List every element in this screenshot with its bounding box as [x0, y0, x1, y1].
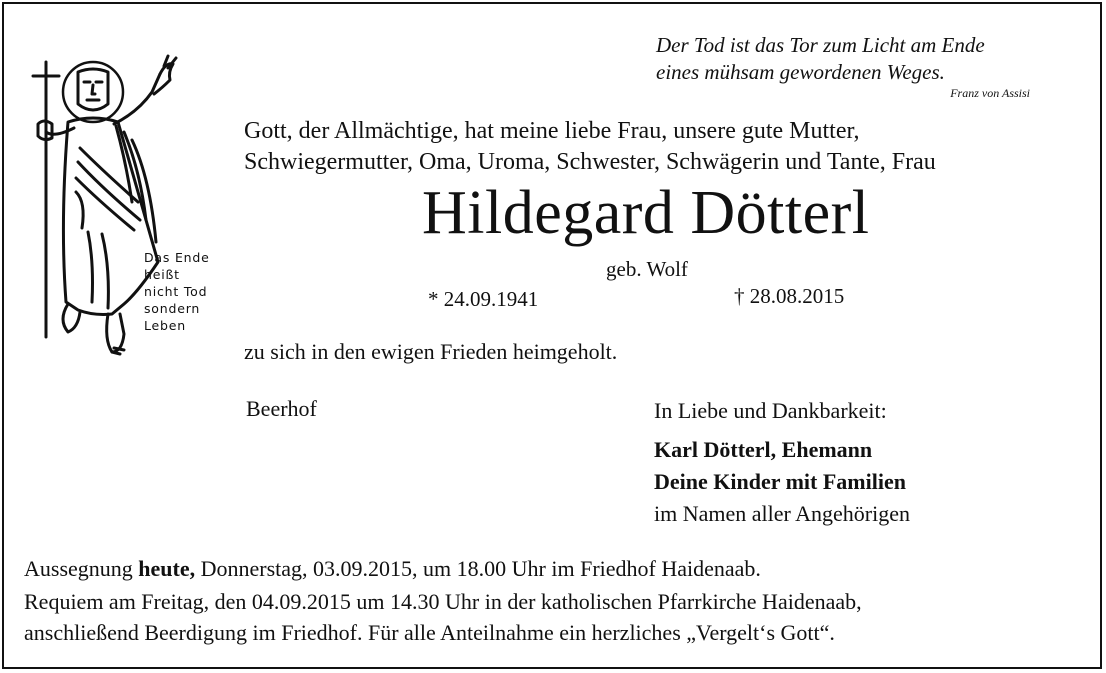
- motto-line: nicht Tod: [144, 284, 208, 299]
- mourner-line: Deine Kinder mit Familien: [654, 469, 906, 494]
- intro-line: Gott, der Allmächtige, hat meine liebe Frau, unsere gute Mutter,: [244, 118, 860, 144]
- obituary-notice: [2, 2, 1102, 669]
- death-date: † 28.08.2015: [734, 284, 845, 308]
- motto-line: Das Ende: [144, 250, 210, 265]
- maiden-name: geb. Wolf: [606, 257, 688, 281]
- service-today: heute,: [138, 556, 196, 581]
- motto-line: heißt: [144, 267, 180, 282]
- mourner-line: Karl Dötterl, Ehemann: [654, 437, 873, 462]
- birth-date: * 24.09.1941: [428, 287, 539, 311]
- service-prefix: Aussegnung: [24, 556, 139, 581]
- mourners-heading: In Liebe und Dankbarkeit:: [654, 398, 887, 423]
- service-line: [24, 554, 761, 584]
- quote-line: eines mühsam gewordenen Weges.: [656, 60, 945, 84]
- service-line: Requiem am Freitag, den 04.09.2015 um 14.30 Uhr in der katholischen Pfarrkirche Haidenaab,: [24, 589, 862, 614]
- motto-line: Leben: [144, 318, 186, 333]
- motto-line: sondern: [144, 301, 201, 316]
- deceased-name: Hildegard Dötterl: [422, 179, 870, 247]
- service-line: anschließend Beerdigung im Friedhof. Für alle Anteilnahme ein herzliches „Vergelt‘s Gott“.: [24, 620, 835, 645]
- taken-home-text: zu sich in den ewigen Frieden heimgeholt.: [244, 339, 618, 364]
- motto: [144, 249, 210, 334]
- service-rest: Donnerstag, 03.09.2015, um 18.00 Uhr im Friedhof Haidenaab.: [195, 556, 761, 581]
- place: Beerhof: [246, 396, 317, 421]
- mourner-line: im Namen aller Angehörigen: [654, 501, 910, 526]
- quote-line: Der Tod ist das Tor zum Licht am Ende: [656, 33, 985, 57]
- intro-line: Schwiegermutter, Oma, Uroma, Schwester, Schwägerin und Tante, Frau: [244, 149, 936, 175]
- quote-author: Franz von Assisi: [950, 86, 1030, 100]
